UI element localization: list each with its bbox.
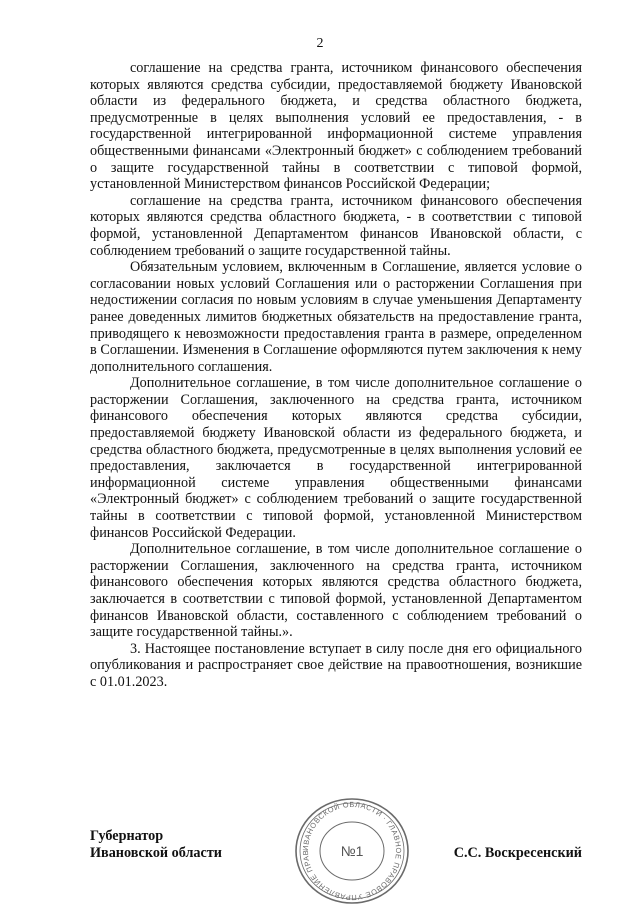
paragraph: соглашение на средства гранта, источником финансового обеспечения которых являются средства областного бюджета, - в соответствии с типовой формой, установленной Департаментом финансов Ивановской области, с соблюдением требований о защите государственной тайны. bbox=[90, 192, 582, 259]
signature-block bbox=[90, 828, 582, 888]
paragraph: Дополнительное соглашение, в том числе дополнительное соглашение о расторжении Соглашения, заключенного на средства гранта, источником финансового обеспечения которых являются средства областного бюджета, заключается в соответствии с типовой формой, установленной Департаментом финансов Ивановской области, составленного с соблюдением требований о защите государственной тайны.». bbox=[90, 541, 582, 641]
signatory-name: С.С. Воскресенский bbox=[453, 845, 582, 861]
paragraph: 3. Настоящее постановление вступает в силу после дня его официального опубликования и распространяет свое действие на правоотношения, возникшие с 01.01.2023. bbox=[90, 640, 582, 690]
page-number: 2 bbox=[316, 36, 324, 51]
seal-number: №1 bbox=[340, 843, 364, 859]
document-body bbox=[90, 60, 582, 691]
signatory-title bbox=[90, 828, 222, 862]
signatory-title-line1: Губернатор bbox=[90, 828, 164, 844]
paragraph: соглашение на средства гранта, источником финансового обеспечения которых являются средства субсидии, предоставляемой бюджету Ивановской области из федерального бюджета, и средства областного бюджета, предусмотренные в целях выполнения условий ее предоставления, - в государственной интегрированной информационной системе управления общественными финансами «Электронный бюджет» с соблюдением требований о защите государственной тайны в соответствии с типовой формой, установленной Министерством финансов Российской Федерации; bbox=[90, 60, 582, 193]
paragraph: Обязательным условием, включенным в Соглашение, является условие о согласовании новых условий Соглашения или о расторжении Соглашения при недостижении согласия по новым условиям в случае уменьшения Департаменту ранее доведенных лимитов бюджетных обязательств на предоставление гранта, приводящего к невозможности предоставления гранта в размере, определенном в Соглашении. Изменения в Соглашение оформляются путем заключения к нему дополнительного соглашения. bbox=[90, 259, 582, 375]
signatory-title-line2: Ивановской области bbox=[90, 845, 222, 861]
paragraph: Дополнительное соглашение, в том числе дополнительное соглашение о расторжении Соглашения, заключенного на средства гранта, источником финансового обеспечения которых являются средства субсидии, предоставляемой бюджету Ивановской области из федерального бюджета, и средства областного бюджета, предусмотренные в целях выполнения условий ее предоставления, заключается в государственной интегрированной информационной системе управления общественными финансами «Электронный бюджет» с соблюдением требований о защите государственной тайны в соответствии с типовой формой, установленной Министерством финансов Российской Федерации. bbox=[90, 375, 582, 541]
seal-outer-text: ИВАНОВСКОЙ ОБЛАСТИ · ГЛАВНОЕ ПРАВОВОЕ УПРАВЛЕНИЕ ПРАВИТЕЛЬСТВА bbox=[289, 791, 404, 903]
